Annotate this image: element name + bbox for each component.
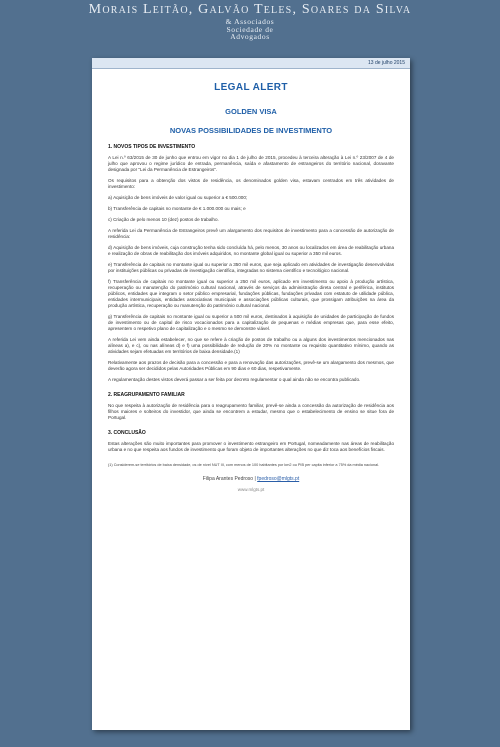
firm-subtitle-3: Advogados bbox=[230, 32, 270, 41]
section-heading: 3. CONCLUSÃO bbox=[108, 430, 146, 436]
list-item: e) Transferência de capitais no montante igual ou superior a 350 mil euros, que seja aplicado em atividades de investigação desenvolvidas por instituições públicas ou privadas de investigação científica, integradas no sistema científico e tecnológico nacional. bbox=[108, 262, 394, 273]
signature-name: Filipa Arantes Pedroso | bbox=[202, 476, 256, 482]
firm-name: Morais Leitão, Galvão Teles, Soares da Silva bbox=[88, 2, 412, 17]
document-title: LEGAL ALERT bbox=[214, 82, 288, 93]
list-item: f) Transferência de capitais no montante igual ou superior a 250 mil euros, aplicado em investimento ou apoio à produção artística, recuperação ou manutenção do património cultural nacional, através de serviços da administração direta central e periférica, institutos públicos, entidades que integram o setor público empresarial, fundações públicas, fundações privadas com estatuto de utilidade pública, entidades intermunicipais, entidades associativas municipais e associações públicas culturais, que prossigam atribuições na área da produção artística, recuperação ou manutenção do património cultural nacional. bbox=[108, 279, 394, 308]
paragraph: A referida Lei da Permanência de Estrangeiros prevê um alargamento dos requisitos de investimento para a concessão de autorização de residência: bbox=[108, 228, 394, 239]
paragraph: Os requisitos para a obtenção dos vistos de residência, os denominados golden visa, estavam centrados em três atividades de investimento: bbox=[108, 178, 394, 189]
paragraph: A regulamentação destes vistos deverá passar a ser feita por decreto regulamentar o qual ainda não se encontra publicado. bbox=[108, 377, 361, 382]
list-item: g) Transferência de capitais no montante igual ou superior a 500 mil euros, destinados à aquisição de unidades de participação de fundos de investimento ou de capital de risco vocacionados para a capitalização de pequenas e médias empresas que, para esse efeito, apresentem o respetivo plano de capitalização e o mesmo se demonstre viável. bbox=[108, 314, 394, 331]
paragraph: A referida Lei vem ainda estabelecer, no que se refere à criação de postos de trabalho ou a alguns dos investimentos mencionados nas alíneas a), e c), ou nas alíneas d) e f) uma possibilidade de redução de 20% no montante ou requisito quantitativo mínimo, quando as atividades sejam efetuadas em territórios de baixa densidade.(1) bbox=[108, 337, 394, 354]
firm-subtitle-1: & Associados bbox=[225, 17, 275, 26]
document-subtitle-secondary: NOVAS POSSIBILIDADES DE INVESTIMENTO bbox=[169, 126, 333, 135]
paragraph: Relativamente aos prazos de decisão para a concessão e para a renovação das autorizações, prevê-se um alargamento dos mesmos, que deverão agora ser decididos pelas Autoridades Públicas em 90 dias e 60 dias, respetivamente. bbox=[108, 360, 394, 371]
document-subtitle: GOLDEN VISA bbox=[225, 107, 277, 116]
legal-alert-document bbox=[92, 58, 410, 730]
website-link[interactable]: www.mlgts.pt bbox=[237, 487, 265, 492]
paragraph: No que respeita à autorização de residência para o reagrupamento familiar, prevê-se ainda a concessão da autorização de residência aos filhos maiores e solteiros do investidor, que ainda se encontrem a estudar, mesmo que o estabelecimento de ensino se situe fora de Portugal. bbox=[108, 403, 394, 420]
signature bbox=[108, 476, 394, 482]
paragraph: A Lei n.º 63/2015 de 30 de junho que entrou em vigor no dia 1 de julho de 2015, procedeu à terceira alteração à Lei n.º 23/2007 de 4 de julho que aprovou o regime jurídico de entrada, permanência, saída e afastamento de estrangeiros do território nacional, doravante designada por "Lei da Permanência de Estrangeiros". bbox=[108, 155, 394, 172]
list-item: c) Criação de pelo menos 10 (dez) postos de trabalho. bbox=[108, 217, 219, 222]
section-heading: 2. REAGRUPAMENTO FAMILIAR bbox=[108, 392, 185, 398]
list-item: a) Aquisição de bens imóveis de valor igual ou superior a € 500.000; bbox=[108, 195, 248, 200]
list-item: d) Aquisição de bens imóveis, cuja construção tenha sido concluída há, pelo menos, 30 anos ou localizados em área de reabilitação urbana e realização de obras de reabilitação dos imóveis adquiridos, no montante global igual ou superior a 350 mil euros. bbox=[108, 245, 394, 256]
document-content bbox=[92, 69, 410, 492]
paragraph: Estas alterações são muito importantes para promover o investimento estrangeiro em Portugal, nomeadamente nas áreas de reabilitação urbana e no que respeita aos fundos de investimento que foram objeto de importantes alterações no que diz toca aos benefícios fiscais. bbox=[108, 441, 394, 452]
footnote: (1) Considerem-se territórios de baixa densidade, os de nível NUT III, com menos de 100 habitantes por km2 ou PIB per capita inferior a 75% da média nacional. bbox=[108, 463, 380, 467]
list-item: b) Transferência de capitais no montante de € 1.000.000 ou mais; e bbox=[108, 206, 246, 211]
date-bar: 13 de julho 2015 bbox=[92, 58, 410, 69]
signature-email-link[interactable]: fpedroso@mlgts.pt bbox=[257, 476, 300, 482]
masthead bbox=[0, 0, 500, 48]
section-heading: 1. NOVOS TIPOS DE INVESTIMENTO bbox=[108, 144, 196, 150]
firm-subtitle-2: Sociedade de bbox=[226, 24, 274, 34]
